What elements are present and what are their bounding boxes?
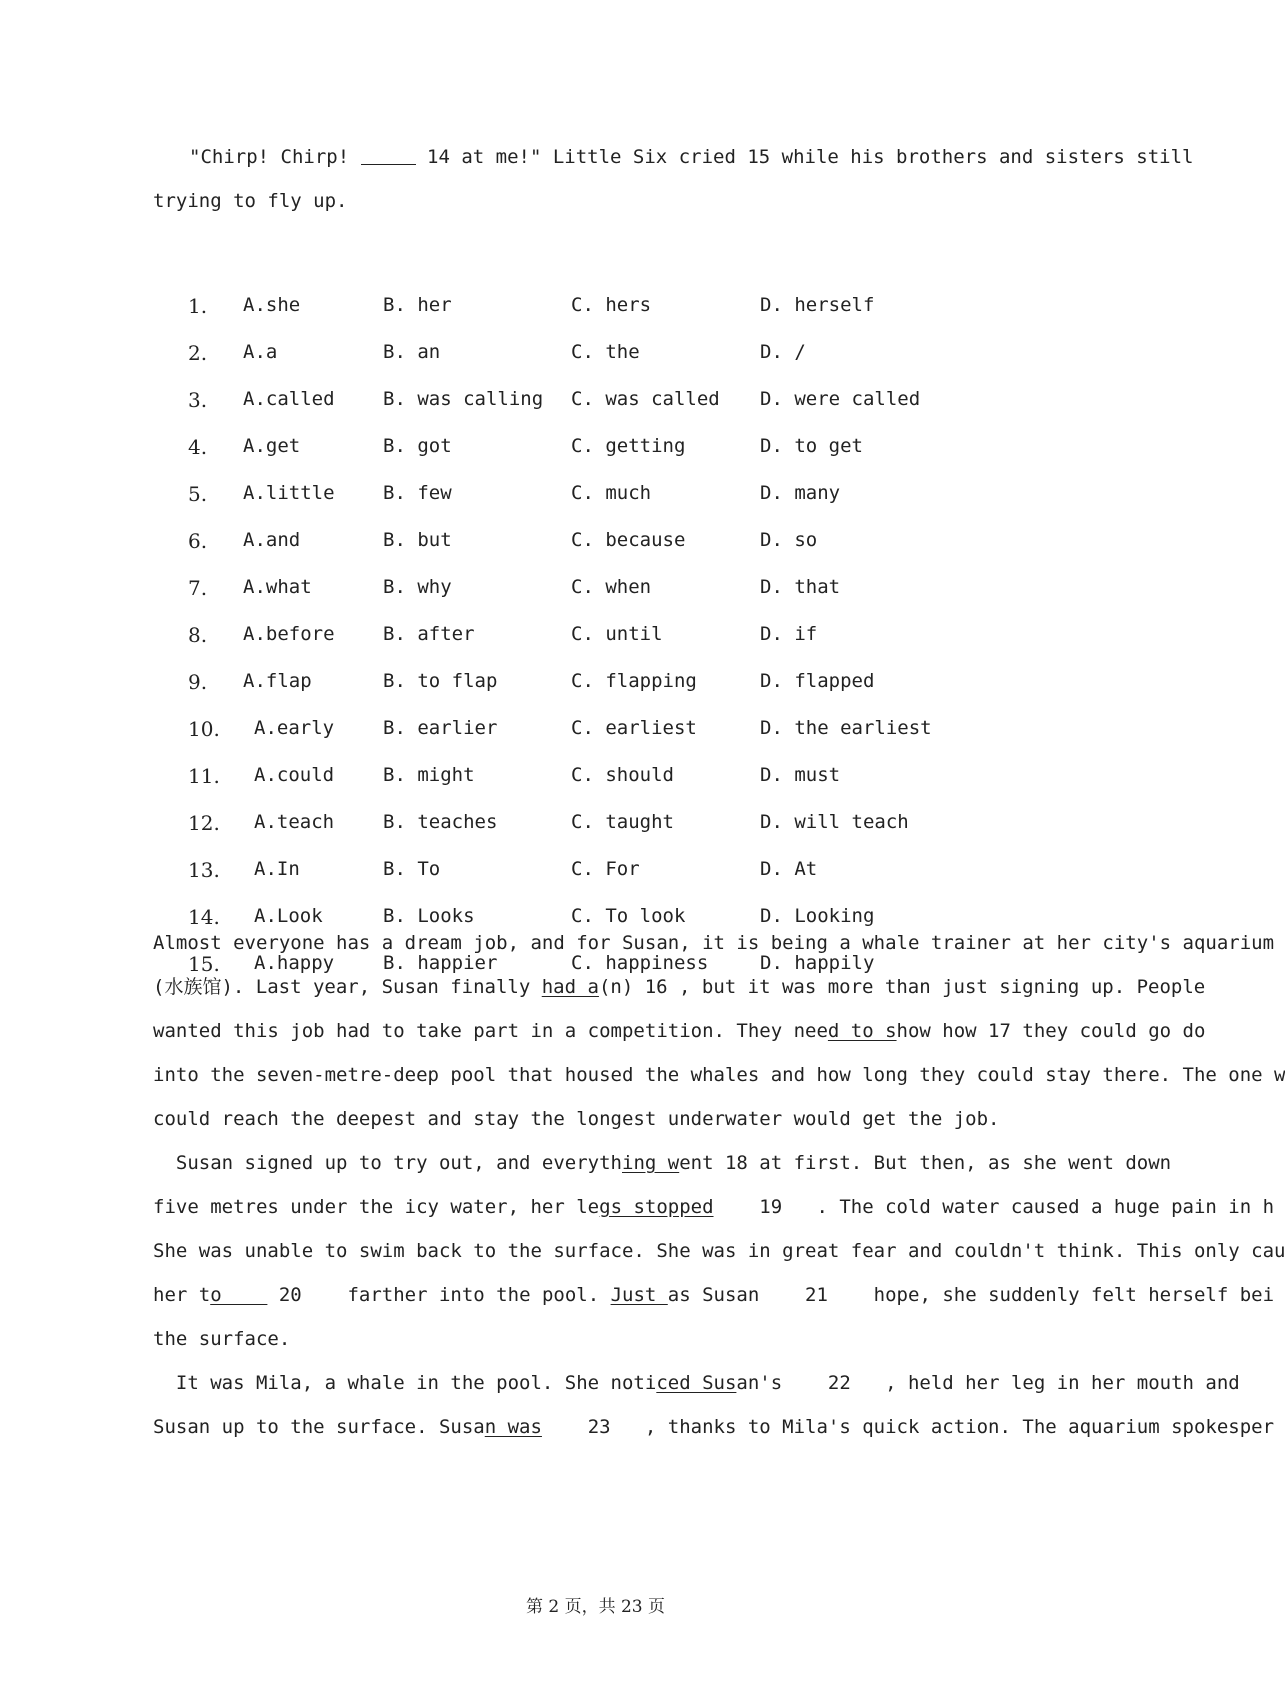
passage2-line bbox=[153, 1370, 1240, 1396]
option-c: C. For bbox=[571, 858, 640, 880]
text-segment: her t bbox=[153, 1284, 211, 1306]
option-c: C. until bbox=[571, 623, 663, 645]
question-row bbox=[0, 482, 1191, 522]
option-c: C. the bbox=[571, 341, 640, 363]
underlined-text: ced Sus bbox=[656, 1372, 737, 1394]
question-number: 2. bbox=[188, 341, 208, 365]
passage2-line bbox=[153, 1414, 1274, 1440]
question-number: 5. bbox=[188, 482, 208, 506]
text-segment: how how 17 they could go do bbox=[896, 1020, 1206, 1042]
option-d: D. herself bbox=[760, 294, 875, 316]
option-c: C. happiness bbox=[571, 952, 709, 974]
option-d: D. to get bbox=[760, 435, 863, 457]
question-number: 9. bbox=[188, 670, 208, 694]
underlined-text: o bbox=[210, 1284, 268, 1306]
option-c: C. was called bbox=[571, 388, 720, 410]
option-b: B. happier bbox=[383, 952, 498, 974]
option-b: B. earlier bbox=[383, 717, 498, 739]
option-c: C. getting bbox=[571, 435, 686, 457]
option-b: B. got bbox=[383, 435, 452, 457]
option-b: B. her bbox=[383, 294, 452, 316]
passage2-line bbox=[153, 974, 1205, 1000]
passage2-line bbox=[153, 1282, 1274, 1308]
text-segment: 14 at me!" Little Six cried 15 while his brothers and sisters still bbox=[415, 146, 1194, 168]
option-b: B. but bbox=[383, 529, 452, 551]
option-c: C. hers bbox=[571, 294, 652, 316]
passage2-line: could reach the deepest and stay the longest underwater would get the job. bbox=[153, 1108, 1000, 1130]
question-row bbox=[0, 341, 1191, 381]
option-a: A.she bbox=[243, 294, 301, 316]
question-row bbox=[0, 435, 1191, 475]
question-row bbox=[0, 717, 1191, 757]
text-segment: an's 22 , held her leg in her mouth and bbox=[736, 1372, 1240, 1394]
text-segment: Susan up to the surface. Susa bbox=[153, 1416, 485, 1438]
option-c: C. because bbox=[571, 529, 686, 551]
passage2-line: Almost everyone has a dream job, and for Susan, it is being a whale trainer at her city's aquarium bbox=[153, 932, 1275, 954]
question-row bbox=[0, 858, 1191, 898]
option-d: D. were called bbox=[760, 388, 921, 410]
option-a: A.Look bbox=[254, 905, 323, 927]
text-segment: ent 18 at first. But then, as she went down bbox=[679, 1152, 1172, 1174]
text-segment: (n) 16 , but it was more than just signing up. People bbox=[598, 976, 1206, 998]
option-d: D. that bbox=[760, 576, 841, 598]
option-d: D. so bbox=[760, 529, 818, 551]
text-segment: wanted this job had to take part in a competition. They nee bbox=[153, 1020, 828, 1042]
option-d: D. the earliest bbox=[760, 717, 932, 739]
option-d: D. flapped bbox=[760, 670, 875, 692]
passage2-line bbox=[153, 1150, 1171, 1176]
option-d: D. happily bbox=[760, 952, 875, 974]
question-number: 6. bbox=[188, 529, 208, 553]
underlined-text: ing w bbox=[622, 1152, 680, 1174]
underlined-text: had a bbox=[541, 976, 599, 998]
option-c: C. flapping bbox=[571, 670, 697, 692]
question-row bbox=[0, 294, 1191, 334]
question-number: 12. bbox=[188, 811, 220, 835]
text-segment: as Susan 21 hope, she suddenly felt herself bei bbox=[667, 1284, 1275, 1306]
option-b: B. why bbox=[383, 576, 452, 598]
option-a: A.early bbox=[254, 717, 335, 739]
question-row bbox=[0, 670, 1191, 710]
option-a: A.and bbox=[243, 529, 301, 551]
text-segment: It was Mila, a whale in the pool. She noti bbox=[153, 1372, 657, 1394]
passage2-line: into the seven-metre-deep pool that housed the whales and how long they could stay there. The one w bbox=[153, 1064, 1285, 1086]
question-number: 13. bbox=[188, 858, 220, 882]
answer-blank bbox=[361, 146, 416, 165]
passage1-line1 bbox=[153, 144, 1193, 170]
option-c: C. To look bbox=[571, 905, 686, 927]
option-b: B. an bbox=[383, 341, 441, 363]
option-b: B. few bbox=[383, 482, 452, 504]
text-segment: 20 farther into the pool. bbox=[267, 1284, 611, 1306]
option-c: C. earliest bbox=[571, 717, 697, 739]
underlined-text: n was bbox=[484, 1416, 542, 1438]
option-b: B. To bbox=[383, 858, 441, 880]
option-c: C. much bbox=[571, 482, 652, 504]
option-a: A.In bbox=[254, 858, 300, 880]
passage1-line2: trying to fly up. bbox=[153, 190, 348, 212]
text-segment: 23 , thanks to Mila's quick action. The aquarium spokesper bbox=[541, 1416, 1275, 1438]
option-a: A.flap bbox=[243, 670, 312, 692]
option-d: D. many bbox=[760, 482, 841, 504]
text-segment: Susan signed up to try out, and everyth bbox=[153, 1152, 622, 1174]
question-row bbox=[0, 529, 1191, 569]
question-number: 11. bbox=[188, 764, 220, 788]
question-number: 14. bbox=[188, 905, 220, 929]
question-number: 1. bbox=[188, 294, 208, 318]
option-b: B. to flap bbox=[383, 670, 498, 692]
option-d: D. At bbox=[760, 858, 818, 880]
passage2-line bbox=[153, 1018, 1205, 1044]
option-a: A.before bbox=[243, 623, 335, 645]
question-number: 7. bbox=[188, 576, 208, 600]
option-d: D. Looking bbox=[760, 905, 875, 927]
option-d: D. will teach bbox=[760, 811, 909, 833]
underlined-text: d to s bbox=[827, 1020, 897, 1042]
option-a: A.a bbox=[243, 341, 278, 363]
question-row bbox=[0, 623, 1191, 663]
passage2-line: the surface. bbox=[153, 1328, 291, 1350]
option-c: C. taught bbox=[571, 811, 674, 833]
question-row bbox=[0, 576, 1191, 616]
passage2-line: She was unable to swim back to the surface. She was in great fear and couldn't think. This only cau bbox=[153, 1240, 1285, 1262]
option-b: B. after bbox=[383, 623, 475, 645]
option-b: B. teaches bbox=[383, 811, 498, 833]
text-segment: five metres under the icy water, her le bbox=[153, 1196, 600, 1218]
option-a: A.could bbox=[254, 764, 335, 786]
text-segment: "Chirp! Chirp! bbox=[189, 146, 361, 168]
option-a: A.called bbox=[243, 388, 335, 410]
text-segment: (水族馆). Last year, Susan finally bbox=[153, 976, 542, 998]
question-number: 8. bbox=[188, 623, 208, 647]
question-number: 10. bbox=[188, 717, 220, 741]
option-c: C. should bbox=[571, 764, 674, 786]
option-a: A.what bbox=[243, 576, 312, 598]
option-b: B. was calling bbox=[383, 388, 544, 410]
question-number: 3. bbox=[188, 388, 208, 412]
question-row bbox=[0, 811, 1191, 851]
text-segment: 19 . The cold water caused a huge pain in h bbox=[713, 1196, 1275, 1218]
option-a: A.get bbox=[243, 435, 301, 457]
question-number: 4. bbox=[188, 435, 208, 459]
question-number: 15. bbox=[188, 952, 220, 976]
option-a: A.teach bbox=[254, 811, 335, 833]
option-d: D. must bbox=[760, 764, 841, 786]
option-a: A.happy bbox=[254, 952, 335, 974]
underlined-text: gs stopped bbox=[599, 1196, 714, 1218]
question-row bbox=[0, 388, 1191, 428]
option-d: D. / bbox=[760, 341, 806, 363]
option-d: D. if bbox=[760, 623, 818, 645]
option-b: B. Looks bbox=[383, 905, 475, 927]
option-a: A.little bbox=[243, 482, 335, 504]
underlined-text: Just bbox=[610, 1284, 668, 1306]
option-c: C. when bbox=[571, 576, 652, 598]
page-number: 第 2 页，共 23 页 bbox=[525, 1597, 666, 1617]
option-b: B. might bbox=[383, 764, 475, 786]
question-row bbox=[0, 764, 1191, 804]
passage2-line bbox=[153, 1194, 1274, 1220]
